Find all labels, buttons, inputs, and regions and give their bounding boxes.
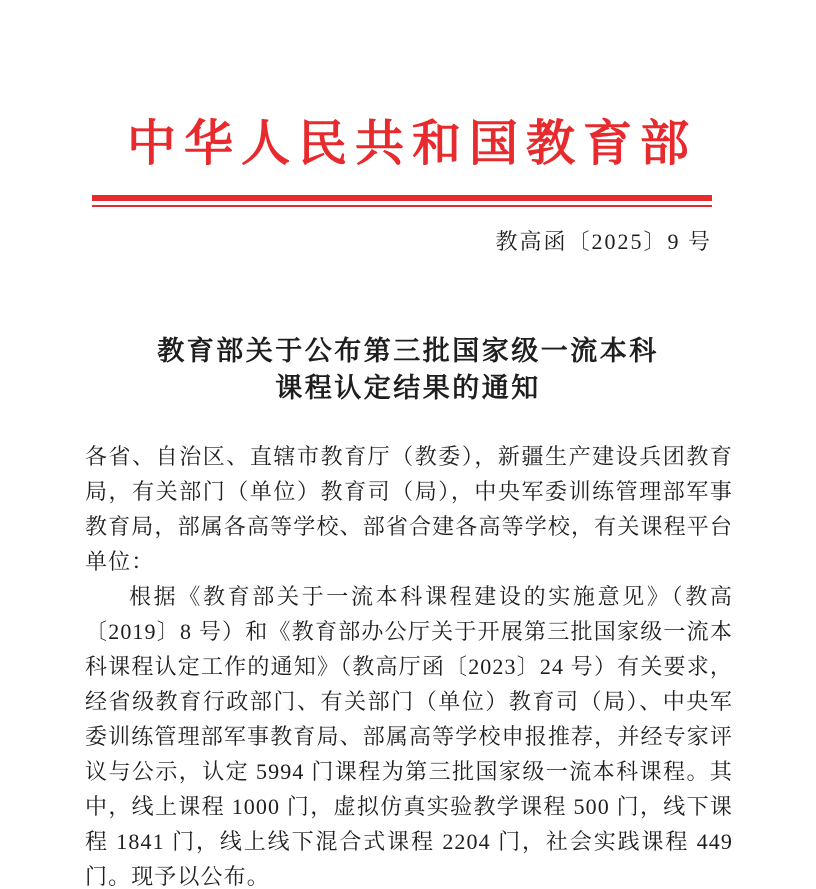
letterhead (0, 0, 816, 256)
main-paragraph: 根据《教育部关于一流本科课程建设的实施意见》（教高〔2019〕8 号）和《教育部办公厅关于开展第三批国家级一流本科课程认定工作的通知》（教高厅函〔2023〕24 号）有关要求，经省级教育行政部门、有关部门（单位）教育司（局）、中央军委训练管理部军事教育局、部属高等学校申报推荐，并经专家评议与公示，认定 5994 门课程为第三批国家级一流本科课程。其中，线上课程 1000 门，虚拟仿真实验教学课程 500 门，线下课程 1841 门，线上线下混合式课程 2204 门，社会实践课程 449 门。现予以公布。 (85, 584, 733, 889)
document-reference-number: 教高函〔2025〕9 号 (495, 229, 712, 254)
notice-title (0, 333, 816, 407)
divider-thick-line (92, 195, 712, 201)
notice-title-line1: 教育部关于公布第三批国家级一流本科 (157, 336, 659, 366)
divider-thin-line (92, 205, 712, 207)
salutation-paragraph: 各省、自治区、直辖市教育厅（教委），新疆生产建设兵团教育局，有关部门（单位）教育司（局），中央军委训练管理部军事教育局，部属各高等学校、部省合建各高等学校，有关课程平台单位： (85, 444, 733, 574)
letterhead-red-divider (92, 195, 712, 207)
notice-title-line2: 课程认定结果的通知 (275, 373, 541, 403)
ministry-name-heading: 中华人民共和国教育部 (126, 116, 697, 171)
notice-body (85, 439, 733, 889)
